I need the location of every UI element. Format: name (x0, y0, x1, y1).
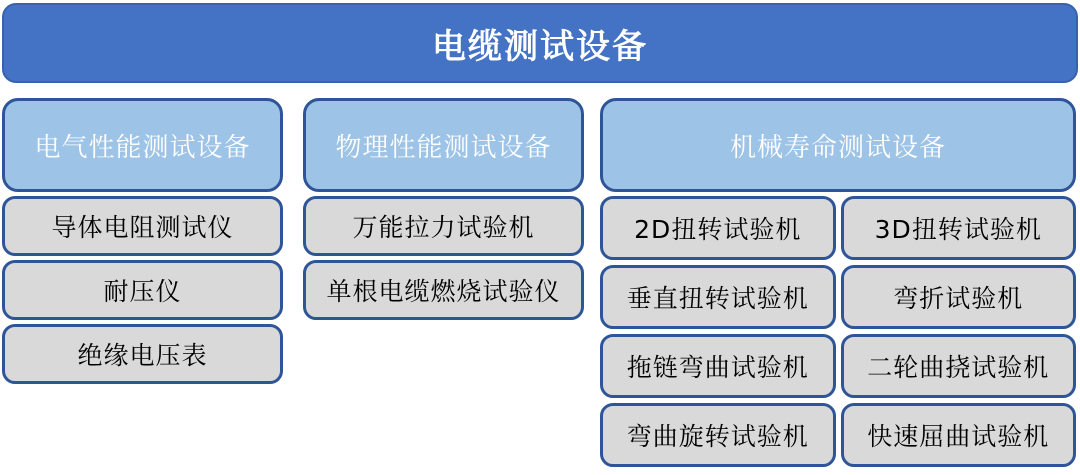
group-mechanical-life (600, 98, 1076, 467)
group-electrical-performance (2, 98, 283, 384)
node-bending-tester: 弯折试验机 (841, 265, 1077, 329)
group-header-mechanical: 机械寿命测试设备 (600, 98, 1076, 192)
diagram-title: 电缆测试设备 (432, 26, 648, 67)
node-insulation-voltage-meter: 绝缘电压表 (2, 324, 283, 384)
node-single-cable-combustion-tester: 单根电缆燃烧试验仪 (303, 260, 584, 320)
node-universal-tensile-tester: 万能拉力试验机 (303, 196, 584, 256)
node-2d-torsion-tester: 2D扭转试验机 (600, 196, 836, 260)
node-vertical-torsion-tester: 垂直扭转试验机 (600, 265, 836, 329)
group-physical-performance (303, 98, 584, 320)
node-two-wheel-flexing-tester: 二轮曲挠试验机 (841, 334, 1077, 398)
group-header-physical: 物理性能测试设备 (303, 98, 584, 192)
mechanical-life-grid (600, 196, 1076, 467)
node-withstand-voltage-tester: 耐压仪 (2, 260, 283, 320)
node-drag-chain-bending-tester: 拖链弯曲试验机 (600, 334, 836, 398)
node-rapid-flexing-tester: 快速屈曲试验机 (841, 403, 1077, 467)
group-header-electrical: 电气性能测试设备 (2, 98, 283, 192)
diagram-root-node (2, 3, 1078, 83)
node-bending-rotation-tester: 弯曲旋转试验机 (600, 403, 836, 467)
node-3d-torsion-tester: 3D扭转试验机 (841, 196, 1077, 260)
node-conductor-resistance-tester: 导体电阻测试仪 (2, 196, 283, 256)
